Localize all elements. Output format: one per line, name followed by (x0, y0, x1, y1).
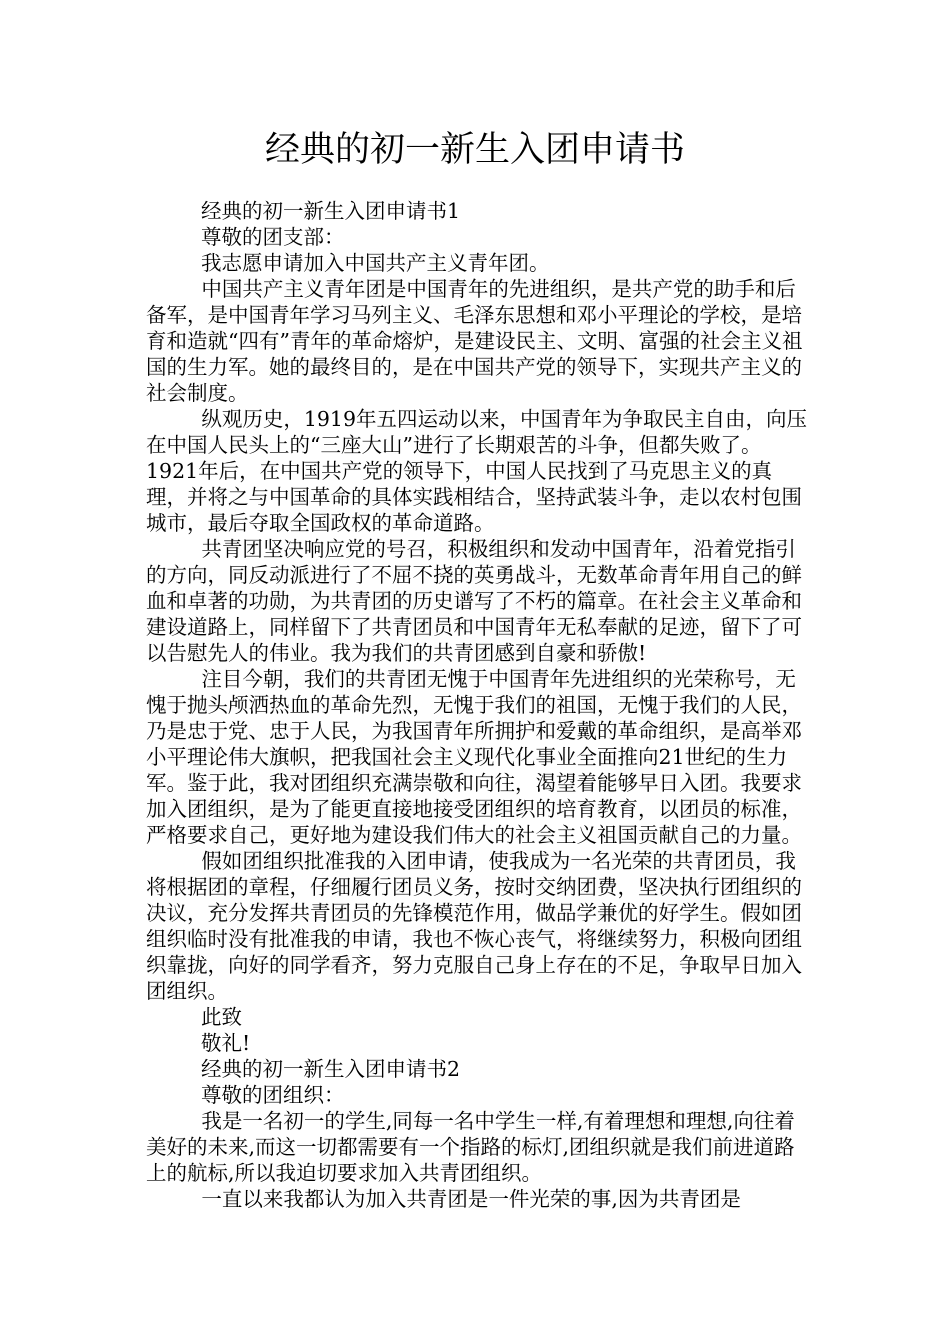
document-body (146, 198, 808, 1212)
body-paragraph: 共青团坚决响应党的号召，积极组织和发动中国青年，沿着党指引的方向，同反动派进行了不屈不挠的英勇战斗，无数革命青年用自己的鲜血和卓著的功勋，为共青团的历史谱写了不朽的篇章。在社会主义革命和建设道路上，同样留下了共青团员和中国青年无私奉献的足迹，留下了可以告慰先人的伟业。我为我们的共青团感到自豪和骄傲! (146, 537, 802, 665)
closing-line: 此致 (201, 1005, 242, 1029)
body-paragraph: 假如团组织批准我的入团申请，使我成为一名光荣的共青团员，我将根据团的章程，仔细履行团员义务，按时交纳团费，坚决执行团组织的决议，充分发挥共青团员的先锋模范作用，做品学兼优的好学生。假如团组织临时没有批准我的申请，我也不恢心丧气，将继续努力，积极向团组织靠拢，向好的同学看齐，努力克服自己身上存在的不足，争取早日加入团组织。 (146, 849, 802, 1003)
section-heading-2: 经典的初一新生入团申请书2 (201, 1057, 461, 1081)
section-heading-1: 经典的初一新生入团申请书1 (201, 199, 461, 223)
body-paragraph: 纵观历史，1919年五四运动以来，中国青年为争取民主自由，向压在中国人民头上的“三座大山”进行了长期艰苦的斗争，但都失败了。1921年后，在中国共产党的领导下，中国人民找到了马克思主义的真理，并将之与中国革命的具体实践相结合，坚持武装斗争，走以农村包围城市，最后夺取全国政权的革命道路。 (146, 407, 808, 535)
salutation-1: 尊敬的团支部： (201, 225, 345, 249)
document-title: 经典的初一新生入团申请书 (264, 130, 685, 170)
body-paragraph: 中国共产主义青年团是中国青年的先进组织，是共产党的助手和后备军，是中国青年学习马列主义、毛泽东思想和邓小平理论的学校，是培育和造就“四有”青年的革命熔炉，是建设民主、文明、富强的社会主义祖国的生力军。她的最终目的，是在中国共产党的领导下，实现共产主义的社会制度。 (146, 277, 803, 405)
body-line: 我志愿申请加入中国共产主义青年团。 (201, 251, 550, 275)
body-paragraph: 我是一名初一的学生,同每一名中学生一样,有着理想和理想,向往着美好的未来,而这一切都需要有一个指路的标灯,团组织就是我们前进道路上的航标,所以我迫切要求加入共青团组织。 (146, 1109, 795, 1185)
body-paragraph: 注目今朝，我们的共青团无愧于中国青年先进组织的光荣称号，无愧于抛头颅洒热血的革命先烈，无愧于我们的祖国，无愧于我们的人民，乃是忠于党、忠于人民，为我国青年所拥护和爱戴的革命组织，是高举邓小平理论伟大旗帜，把我国社会主义现代化事业全面推向21世纪的生力军。鉴于此，我对团组织充满崇敬和向往，渴望着能够早日入团。我要求加入团组织，是为了能更直接地接受团组织的培育教育，以团员的标准，严格要求自己，更好地为建设我们伟大的社会主义祖国贡献自己的力量。 (146, 667, 802, 847)
salutation-2: 尊敬的团组织： (201, 1083, 345, 1107)
closing-line: 敬礼! (201, 1031, 251, 1055)
body-paragraph: 一直以来我都认为加入共青团是一件光荣的事,因为共青团是 (201, 1187, 741, 1211)
